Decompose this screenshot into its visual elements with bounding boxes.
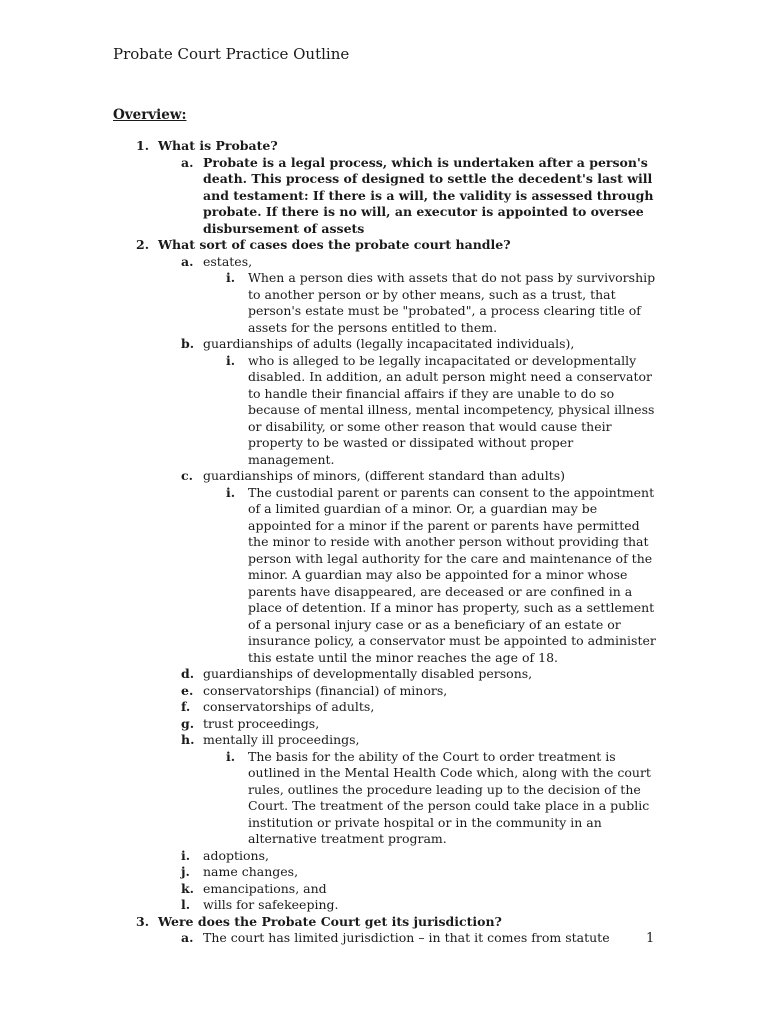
outline-text: name changes, [203, 864, 299, 879]
outline-text: guardianships of minors, (different standard than adults) [203, 468, 566, 483]
outline-text: conservatorships of adults, [203, 699, 375, 714]
outline-text: The basis for the ability of the Court to order treatment is outlined in the Mental Health Code which, along with the court rules, outlines the procedure leading up to the decision of the Court. The treatment of the person could take place in a public institution or private hospital or in the community in an alternative treatment program. [248, 748, 651, 846]
outline-item [0, 749, 768, 848]
outline-text: trust proceedings, [203, 715, 320, 731]
outline-text: Were does the Probate Court get its jurisdiction? [158, 913, 502, 929]
outline-item [0, 237, 768, 254]
outline-marker: a. [181, 253, 194, 269]
outline-marker: 1. [136, 138, 150, 153]
outline-item [0, 254, 768, 271]
outline-text: The custodial parent or parents can consent to the appointment of a limited guardian of a minor. Or, a guardian may be appointed for a minor if the parent or parents have permitted the minor to reside with another person without providing that person with legal authority for the care and maintenance of the minor. A guardian may also be appointed for a minor whose parents have disappeared, are deceased or are confined in a place of detention. If a minor has property, such as a settlement of a personal injury case or as a beneficiary of an estate or insurance policy, a conservator must be appointed to administer this estate until the minor reaches the age of 18. [248, 484, 656, 665]
outline-item [0, 485, 768, 667]
outline-text: The court has limited jurisdiction – in that it comes from statute [203, 930, 610, 945]
outline-marker: a. [181, 930, 194, 945]
outline-marker: i. [226, 352, 236, 368]
outline-marker: g. [181, 715, 195, 731]
outline-item [0, 683, 768, 700]
outline-item [0, 732, 768, 749]
outline-item [0, 881, 768, 898]
outline-item [0, 864, 768, 881]
outline-text: emancipations, and [203, 880, 327, 896]
outline-list [0, 138, 768, 947]
outline-item [0, 353, 768, 469]
outline-item [0, 155, 768, 238]
outline-text: What is Probate? [158, 138, 278, 153]
outline-marker: c. [181, 468, 193, 483]
outline-item [0, 468, 768, 485]
document-header-title: Probate Court Practice Outline [113, 45, 350, 63]
outline-item [0, 138, 768, 155]
page-number: 1 [646, 931, 655, 946]
outline-item [0, 716, 768, 733]
outline-marker: l. [181, 897, 191, 912]
outline-marker: k. [181, 880, 195, 896]
outline-marker: i. [226, 270, 236, 285]
outline-marker: 2. [136, 237, 150, 252]
outline-text: wills for safekeeping. [203, 897, 339, 912]
outline-item [0, 270, 768, 336]
outline-marker: i. [226, 748, 236, 764]
outline-text: guardianships of developmentally disabled persons, [203, 666, 533, 681]
outline-marker: i. [181, 847, 191, 863]
outline-text: who is alleged to be legally incapacitated or developmentally disabled. In addition, an adult person might need a conservator to handle their financial affairs if they are unable to do so because of mental illness, mental incompetency, physical illness or disability, or some other reason that would cause their property to be wasted or dissipated without proper management. [248, 352, 655, 467]
outline-text: What sort of cases does the probate court handle? [158, 237, 511, 252]
outline-item [0, 666, 768, 683]
outline-text: Probate is a legal process, which is undertaken after a person's death. This process of designed to settle the decedent's last will and testament: If there is a will, the validity is assessed through probate. If there is no will, an executor is appointed to oversee disbursement of assets [203, 154, 654, 236]
outline-text: When a person dies with assets that do not pass by survivorship to another person or by other means, such as a trust, that person's estate must be "probated", a process clearing title of assets for the persons entitled to them. [248, 270, 656, 335]
outline-marker: a. [181, 154, 194, 170]
outline-marker: h. [181, 732, 195, 747]
outline-text: guardianships of adults (legally incapacitated individuals), [203, 336, 575, 351]
outline-text: mentally ill proceedings, [203, 732, 360, 747]
outline-item [0, 699, 768, 716]
outline-marker: e. [181, 682, 194, 698]
outline-marker: 3. [136, 913, 150, 929]
outline-item [0, 336, 768, 353]
outline-marker: f. [181, 699, 191, 714]
outline-marker: b. [181, 336, 195, 351]
outline-marker: j. [181, 864, 190, 879]
outline-text: conservatorships (financial) of minors, [203, 682, 448, 698]
outline-text: adoptions, [203, 847, 269, 863]
outline-marker: d. [181, 666, 195, 681]
section-heading-overview: Overview: [113, 107, 187, 123]
outline-item [0, 914, 768, 931]
outline-item [0, 897, 768, 914]
outline-marker: i. [226, 484, 236, 500]
outline-item [0, 848, 768, 865]
outline-text: estates, [203, 253, 253, 269]
